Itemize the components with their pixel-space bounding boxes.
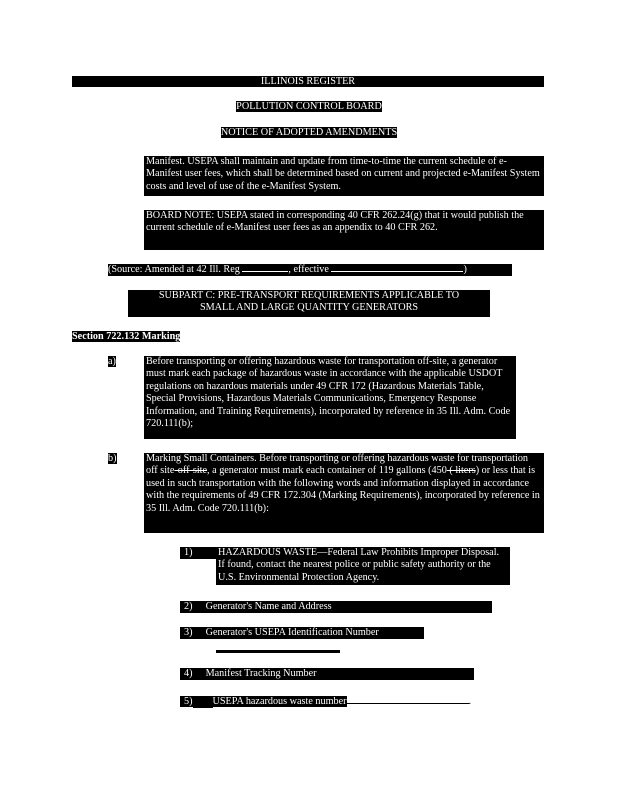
source-blank-1 <box>242 271 288 272</box>
item-5-period: . <box>468 696 472 707</box>
para-b-text-2: , a generator must mark each container of 119 gallons (450 <box>207 465 447 477</box>
board-note <box>144 210 544 250</box>
board-note-text: BOARD NOTE: USEPA stated in corresponding 40 CFR 262.24(g) that it would publish the current schedule of e-Manifest user fees as an appendix to 40 CFR 262. <box>146 210 524 234</box>
item-3-num: 3) <box>184 627 193 638</box>
para-a-text: Before transporting or offering hazardous waste for transportation off-site, a generator must mark each package of hazardous waste in accordance with the applicable USDOT regulations on hazardous materials under 49 CFR 172 (Hazardous Materials Table, Special Provisions, Hazardous Materials Communications, Emergency Response Information, and Training Requirements), incorporated by reference in 35 Ill. Adm. Code 720.111(b); <box>146 356 511 430</box>
item-2-text: Generator's Name and Address <box>205 601 332 612</box>
item-2 <box>180 601 492 613</box>
item-3-text: Generator's USEPA Identification Number <box>205 627 379 638</box>
register-title: ILLINOIS REGISTER <box>260 76 356 87</box>
item-5-blank <box>347 694 469 704</box>
item-2-num: 2) <box>184 601 193 612</box>
para-b-struck-2: ( liters <box>446 465 476 477</box>
para-a-label <box>108 356 116 368</box>
para-b-label <box>108 453 117 465</box>
item-1-num-text: 1) <box>184 547 193 558</box>
source-mid: , effective <box>288 264 329 275</box>
section-heading <box>72 331 180 343</box>
para-b-struck-1: -off-site <box>174 465 208 477</box>
item-1 <box>216 547 510 585</box>
item-4-num: 4) <box>184 668 193 679</box>
subpart-line-2: SMALL AND LARGE QUANTITY GENERATORS <box>199 302 419 314</box>
subpart-line-1: SUBPART C: PRE-TRANSPORT REQUIREMENTS APPLICABLE TO <box>158 290 460 301</box>
register-header-bar <box>72 76 544 87</box>
item-5-num: 5) <box>180 696 193 707</box>
para-b-text-1: Marking Small Containers. Before transporting or offering hazardous waste for transportation off site <box>146 453 529 477</box>
item-3-blank <box>216 650 340 653</box>
source-blank-2 <box>331 271 463 272</box>
source-prefix: (Source: Amended at 42 Ill. Reg <box>108 264 240 275</box>
item-5-text: USEPA hazardous waste number <box>212 696 347 707</box>
subpart-heading <box>128 290 490 317</box>
intro-paragraph <box>144 156 544 196</box>
para-b-text-3: ) or less that is used in such transportation with the following words and information displayed in accordance with the requirements of 49 CFR 172.304 (Marking Requirements), incorporated by reference in 35 Ill. Adm. Code 720.111(b): <box>146 465 540 514</box>
item-1-num <box>180 547 218 559</box>
notice-title: NOTICE OF ADOPTED AMENDMENTS <box>220 127 398 138</box>
notice-header <box>0 127 618 139</box>
intro-text: Manifest. USEPA shall maintain and update from time-to-time the current schedule of e-Manifest user fees, which shall be determined based on current and projected e-Manifest System costs and level of use of the e-Manifest System. <box>146 156 540 192</box>
item-4 <box>180 668 474 680</box>
para-b-label-text: b) <box>108 453 117 464</box>
item-1-text: HAZARDOUS WASTE—Federal Law Prohibits Improper Disposal. If found, contact the nearest police or public safety authority or the U.S. Environmental Protection Agency. <box>218 547 500 583</box>
para-a-label-text: a) <box>108 356 116 367</box>
board-header <box>0 101 618 113</box>
item-5 <box>180 694 471 708</box>
para-a <box>144 356 516 439</box>
para-b <box>144 453 544 533</box>
item-3 <box>180 627 424 639</box>
item-4-text: Manifest Tracking Number <box>205 668 317 679</box>
section-title: Section 722.132 Marking <box>72 331 181 342</box>
board-title: POLLUTION CONTROL BOARD <box>236 101 382 112</box>
source-suffix: ) <box>463 264 467 275</box>
source-line <box>108 264 512 276</box>
